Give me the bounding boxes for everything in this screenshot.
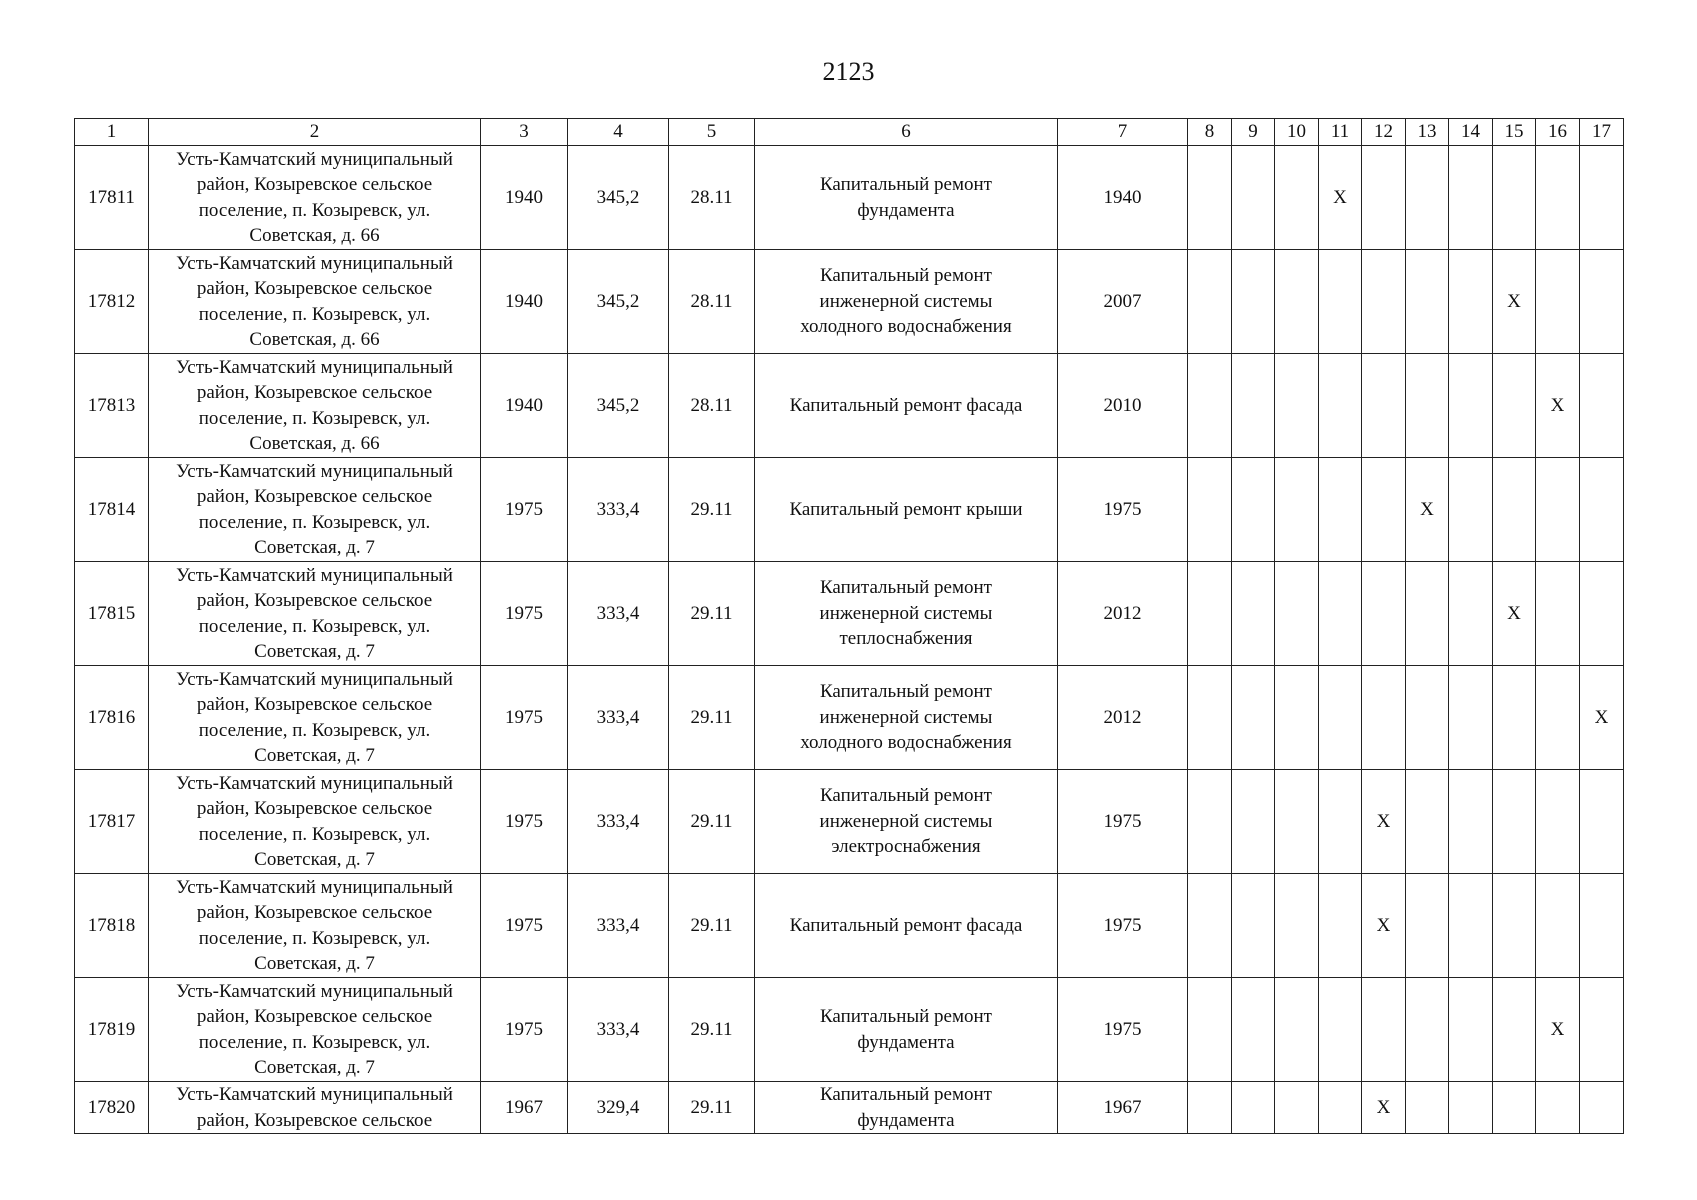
empty-cell xyxy=(1275,874,1319,978)
address-cell xyxy=(149,874,481,978)
empty-cell xyxy=(1232,146,1275,250)
address-cell-line: поселение, п. Козыревск, ул. xyxy=(198,1031,431,1053)
work-type-cell-line: теплоснабжения xyxy=(839,628,973,650)
work-type-cell-line: инженерной системы xyxy=(819,290,993,312)
table-row xyxy=(75,562,1624,666)
table-row xyxy=(75,666,1624,770)
work-year: 1975 xyxy=(1058,770,1188,874)
empty-cell xyxy=(1188,354,1232,458)
empty-cell xyxy=(1232,250,1275,354)
mark-x: X xyxy=(1580,666,1624,770)
code: 29.11 xyxy=(669,562,755,666)
empty-cell xyxy=(1449,666,1493,770)
table-row xyxy=(75,978,1624,1082)
total-area: 333,4 xyxy=(568,666,669,770)
mark-x: X xyxy=(1319,146,1362,250)
work-year: 2010 xyxy=(1058,354,1188,458)
empty-cell xyxy=(1406,1082,1449,1134)
empty-cell xyxy=(1536,146,1580,250)
table-row xyxy=(75,146,1624,250)
work-type-cell-line: холодного водоснабжения xyxy=(800,316,1012,338)
column-header-16: 16 xyxy=(1536,119,1580,146)
work-type-cell-line: электроснабжения xyxy=(831,836,981,858)
empty-cell xyxy=(1493,978,1536,1082)
work-year: 2007 xyxy=(1058,250,1188,354)
empty-cell xyxy=(1275,666,1319,770)
code: 29.11 xyxy=(669,1082,755,1134)
empty-cell xyxy=(1188,1082,1232,1134)
empty-cell xyxy=(1275,354,1319,458)
row-id: 17816 xyxy=(75,666,149,770)
empty-cell xyxy=(1275,770,1319,874)
address-cell-line: поселение, п. Козыревск, ул. xyxy=(198,927,431,949)
empty-cell xyxy=(1232,354,1275,458)
empty-cell xyxy=(1536,250,1580,354)
address-cell xyxy=(149,458,481,562)
empty-cell xyxy=(1580,458,1624,562)
address-cell xyxy=(149,666,481,770)
empty-cell xyxy=(1188,562,1232,666)
work-type-cell xyxy=(755,666,1058,770)
empty-cell xyxy=(1319,770,1362,874)
column-header-15: 15 xyxy=(1493,119,1536,146)
build-year: 1975 xyxy=(481,666,568,770)
total-area: 333,4 xyxy=(568,978,669,1082)
work-year: 1975 xyxy=(1058,458,1188,562)
empty-cell xyxy=(1232,770,1275,874)
address-cell xyxy=(149,146,481,250)
empty-cell xyxy=(1493,146,1536,250)
table-row xyxy=(75,1082,1624,1134)
work-type-cell-line: фундамента xyxy=(857,1109,955,1131)
mark-x: X xyxy=(1493,562,1536,666)
address-cell-line: район, Козыревское сельское xyxy=(196,902,433,923)
empty-cell xyxy=(1319,250,1362,354)
empty-cell xyxy=(1406,978,1449,1082)
empty-cell xyxy=(1319,562,1362,666)
column-header-1: 1 xyxy=(75,119,149,146)
work-type-cell-line: инженерной системы xyxy=(819,706,993,728)
empty-cell xyxy=(1188,458,1232,562)
work-type-cell-line: холодного водоснабжения xyxy=(800,732,1012,754)
work-type-cell xyxy=(755,146,1058,250)
empty-cell xyxy=(1449,354,1493,458)
address-cell-line: поселение, п. Козыревск, ул. xyxy=(198,823,431,845)
address-cell xyxy=(149,978,481,1082)
empty-cell xyxy=(1493,770,1536,874)
address-cell xyxy=(149,250,481,354)
work-type-cell xyxy=(755,354,1058,458)
address-cell-line: район, Козыревское сельское xyxy=(196,278,433,299)
empty-cell xyxy=(1406,146,1449,250)
work-type-cell xyxy=(755,562,1058,666)
empty-cell xyxy=(1188,146,1232,250)
row-id: 17820 xyxy=(75,1082,149,1134)
empty-cell xyxy=(1580,874,1624,978)
empty-cell xyxy=(1406,562,1449,666)
column-header-6: 6 xyxy=(755,119,1058,146)
address-cell-line: поселение, п. Козыревск, ул. xyxy=(198,199,431,221)
work-type-cell xyxy=(755,770,1058,874)
address-cell-line: Усть-Камчатский муниципальный xyxy=(176,772,453,794)
work-type-cell-line: Капитальный ремонт xyxy=(819,1006,992,1027)
empty-cell xyxy=(1406,666,1449,770)
empty-cell xyxy=(1580,1082,1624,1134)
work-year: 1967 xyxy=(1058,1082,1188,1134)
empty-cell xyxy=(1275,978,1319,1082)
table-header-row xyxy=(75,119,1624,146)
address-cell-line: поселение, п. Козыревск, ул. xyxy=(198,511,431,533)
work-year: 1940 xyxy=(1058,146,1188,250)
column-header-2: 2 xyxy=(149,119,481,146)
empty-cell xyxy=(1188,250,1232,354)
mark-x: X xyxy=(1536,978,1580,1082)
empty-cell xyxy=(1449,562,1493,666)
empty-cell xyxy=(1536,1082,1580,1134)
work-type-cell-line: Капитальный ремонт крыши xyxy=(789,498,1023,520)
work-type-cell-line: Капитальный ремонт xyxy=(819,785,992,807)
empty-cell xyxy=(1275,250,1319,354)
column-header-9: 9 xyxy=(1232,119,1275,146)
empty-cell xyxy=(1232,874,1275,978)
work-type-cell-line: инженерной системы xyxy=(819,602,993,624)
empty-cell xyxy=(1362,562,1406,666)
empty-cell xyxy=(1275,1082,1319,1134)
build-year: 1975 xyxy=(481,770,568,874)
empty-cell xyxy=(1493,458,1536,562)
address-cell-line: Советская, д. 66 xyxy=(249,329,380,350)
empty-cell xyxy=(1580,978,1624,1082)
empty-cell xyxy=(1449,1082,1493,1134)
row-id: 17813 xyxy=(75,354,149,458)
address-cell-line: поселение, п. Козыревск, ул. xyxy=(198,615,431,637)
build-year: 1975 xyxy=(481,458,568,562)
column-header-12: 12 xyxy=(1362,119,1406,146)
build-year: 1967 xyxy=(481,1082,568,1134)
empty-cell xyxy=(1319,978,1362,1082)
table-row xyxy=(75,354,1624,458)
total-area: 333,4 xyxy=(568,458,669,562)
address-cell-line: район, Козыревское сельское xyxy=(196,382,433,403)
empty-cell xyxy=(1536,874,1580,978)
column-header-8: 8 xyxy=(1188,119,1232,146)
empty-cell xyxy=(1536,562,1580,666)
row-id: 17815 xyxy=(75,562,149,666)
empty-cell xyxy=(1406,250,1449,354)
address-cell-line: Усть-Камчатский муниципальный xyxy=(176,980,453,1002)
address-cell-line: Усть-Камчатский муниципальный xyxy=(176,668,453,690)
empty-cell xyxy=(1536,770,1580,874)
empty-cell xyxy=(1362,458,1406,562)
address-cell-line: Советская, д. 7 xyxy=(254,1057,375,1078)
work-type-cell xyxy=(755,978,1058,1082)
column-header-17: 17 xyxy=(1580,119,1624,146)
empty-cell xyxy=(1188,978,1232,1082)
empty-cell xyxy=(1449,250,1493,354)
empty-cell xyxy=(1580,770,1624,874)
table-row xyxy=(75,874,1624,978)
address-cell-line: Усть-Камчатский муниципальный xyxy=(176,876,453,898)
address-cell-line: Усть-Камчатский муниципальный xyxy=(176,1084,453,1105)
empty-cell xyxy=(1275,458,1319,562)
address-cell xyxy=(149,770,481,874)
empty-cell xyxy=(1232,978,1275,1082)
code: 29.11 xyxy=(669,770,755,874)
column-header-13: 13 xyxy=(1406,119,1449,146)
address-cell-line: Усть-Камчатский муниципальный xyxy=(176,460,453,482)
column-header-7: 7 xyxy=(1058,119,1188,146)
code: 29.11 xyxy=(669,978,755,1082)
code: 28.11 xyxy=(669,250,755,354)
code: 29.11 xyxy=(669,666,755,770)
work-type-cell xyxy=(755,250,1058,354)
column-header-4: 4 xyxy=(568,119,669,146)
empty-cell xyxy=(1536,458,1580,562)
total-area: 329,4 xyxy=(568,1082,669,1134)
code: 29.11 xyxy=(669,874,755,978)
empty-cell xyxy=(1319,1082,1362,1134)
work-year: 2012 xyxy=(1058,666,1188,770)
empty-cell xyxy=(1449,770,1493,874)
work-type-cell-line: Капитальный ремонт xyxy=(819,681,992,703)
mark-x: X xyxy=(1406,458,1449,562)
empty-cell xyxy=(1493,666,1536,770)
row-id: 17811 xyxy=(75,146,149,250)
address-cell-line: район, Козыревское сельское xyxy=(196,486,433,507)
repair-schedule-table xyxy=(74,118,1624,1134)
empty-cell xyxy=(1362,978,1406,1082)
empty-cell xyxy=(1362,354,1406,458)
work-type-cell-line: фундамента xyxy=(857,1031,955,1053)
work-type-cell-line: Капитальный ремонт xyxy=(819,265,992,287)
total-area: 333,4 xyxy=(568,770,669,874)
column-header-5: 5 xyxy=(669,119,755,146)
mark-x: X xyxy=(1536,354,1580,458)
address-cell-line: район, Козыревское сельское xyxy=(196,1006,433,1027)
work-type-cell-line: фундамента xyxy=(857,199,955,221)
empty-cell xyxy=(1188,874,1232,978)
address-cell xyxy=(149,562,481,666)
work-type-cell-line: Капитальный ремонт xyxy=(819,1084,992,1105)
empty-cell xyxy=(1580,354,1624,458)
empty-cell xyxy=(1362,666,1406,770)
mark-x: X xyxy=(1362,874,1406,978)
build-year: 1940 xyxy=(481,146,568,250)
column-header-11: 11 xyxy=(1319,119,1362,146)
mark-x: X xyxy=(1493,250,1536,354)
address-cell-line: Советская, д. 7 xyxy=(254,537,375,558)
column-header-3: 3 xyxy=(481,119,568,146)
build-year: 1940 xyxy=(481,354,568,458)
address-cell xyxy=(149,1082,481,1134)
work-type-cell-line: Капитальный ремонт xyxy=(819,577,992,599)
total-area: 333,4 xyxy=(568,562,669,666)
address-cell-line: Советская, д. 66 xyxy=(249,433,380,454)
mark-x: X xyxy=(1362,1082,1406,1134)
table-row xyxy=(75,458,1624,562)
address-cell-line: район, Козыревское сельское xyxy=(196,798,433,819)
empty-cell xyxy=(1580,146,1624,250)
total-area: 333,4 xyxy=(568,874,669,978)
work-year: 1975 xyxy=(1058,978,1188,1082)
work-type-cell-line: Капитальный ремонт фасада xyxy=(789,394,1023,416)
code: 29.11 xyxy=(669,458,755,562)
address-cell-line: Усть-Камчатский муниципальный xyxy=(176,252,453,274)
address-cell-line: район, Козыревское сельское xyxy=(196,590,433,611)
empty-cell xyxy=(1275,562,1319,666)
empty-cell xyxy=(1319,666,1362,770)
table-row xyxy=(75,770,1624,874)
empty-cell xyxy=(1449,146,1493,250)
empty-cell xyxy=(1493,354,1536,458)
build-year: 1975 xyxy=(481,874,568,978)
address-cell-line: Советская, д. 66 xyxy=(249,225,380,246)
total-area: 345,2 xyxy=(568,354,669,458)
work-year: 1975 xyxy=(1058,874,1188,978)
work-type-cell xyxy=(755,874,1058,978)
build-year: 1975 xyxy=(481,978,568,1082)
empty-cell xyxy=(1319,874,1362,978)
column-header-10: 10 xyxy=(1275,119,1319,146)
empty-cell xyxy=(1493,1082,1536,1134)
code: 28.11 xyxy=(669,146,755,250)
address-cell-line: район, Козыревское сельское xyxy=(196,1109,433,1131)
empty-cell xyxy=(1580,562,1624,666)
empty-cell xyxy=(1232,458,1275,562)
address-cell-line: Советская, д. 7 xyxy=(254,953,375,974)
empty-cell xyxy=(1319,458,1362,562)
work-type-cell xyxy=(755,458,1058,562)
empty-cell xyxy=(1449,874,1493,978)
address-cell-line: Советская, д. 7 xyxy=(254,745,375,766)
empty-cell xyxy=(1362,146,1406,250)
work-type-cell-line: Капитальный ремонт xyxy=(819,174,992,195)
empty-cell xyxy=(1406,874,1449,978)
empty-cell xyxy=(1319,354,1362,458)
address-cell xyxy=(149,354,481,458)
row-id: 17818 xyxy=(75,874,149,978)
row-id: 17819 xyxy=(75,978,149,1082)
build-year: 1975 xyxy=(481,562,568,666)
address-cell-line: поселение, п. Козыревск, ул. xyxy=(198,303,431,325)
empty-cell xyxy=(1275,146,1319,250)
work-type-cell xyxy=(755,1082,1058,1134)
page-number: 2123 xyxy=(822,57,875,86)
mark-x: X xyxy=(1362,770,1406,874)
total-area: 345,2 xyxy=(568,146,669,250)
empty-cell xyxy=(1449,458,1493,562)
address-cell-line: поселение, п. Козыревск, ул. xyxy=(198,719,431,741)
address-cell-line: Советская, д. 7 xyxy=(254,641,375,662)
column-header-14: 14 xyxy=(1449,119,1493,146)
empty-cell xyxy=(1406,354,1449,458)
empty-cell xyxy=(1362,250,1406,354)
empty-cell xyxy=(1406,770,1449,874)
build-year: 1940 xyxy=(481,250,568,354)
address-cell-line: район, Козыревское сельское xyxy=(196,694,433,715)
empty-cell xyxy=(1232,666,1275,770)
empty-cell xyxy=(1232,562,1275,666)
row-id: 17812 xyxy=(75,250,149,354)
empty-cell xyxy=(1188,770,1232,874)
total-area: 345,2 xyxy=(568,250,669,354)
address-cell-line: Усть-Камчатский муниципальный xyxy=(176,356,453,378)
table-body xyxy=(75,146,1624,1134)
work-year: 2012 xyxy=(1058,562,1188,666)
address-cell-line: Усть-Камчатский муниципальный xyxy=(176,564,453,586)
empty-cell xyxy=(1449,978,1493,1082)
work-type-cell-line: Капитальный ремонт фасада xyxy=(789,914,1023,936)
code: 28.11 xyxy=(669,354,755,458)
work-type-cell-line: инженерной системы xyxy=(819,810,993,832)
address-cell-line: Усть-Камчатский муниципальный xyxy=(176,148,453,170)
address-cell-line: поселение, п. Козыревск, ул. xyxy=(198,407,431,429)
empty-cell xyxy=(1493,874,1536,978)
row-id: 17817 xyxy=(75,770,149,874)
empty-cell xyxy=(1188,666,1232,770)
empty-cell xyxy=(1536,666,1580,770)
empty-cell xyxy=(1232,1082,1275,1134)
table-row xyxy=(75,250,1624,354)
row-id: 17814 xyxy=(75,458,149,562)
address-cell-line: Советская, д. 7 xyxy=(254,849,375,870)
address-cell-line: район, Козыревское сельское xyxy=(196,174,433,195)
empty-cell xyxy=(1580,250,1624,354)
